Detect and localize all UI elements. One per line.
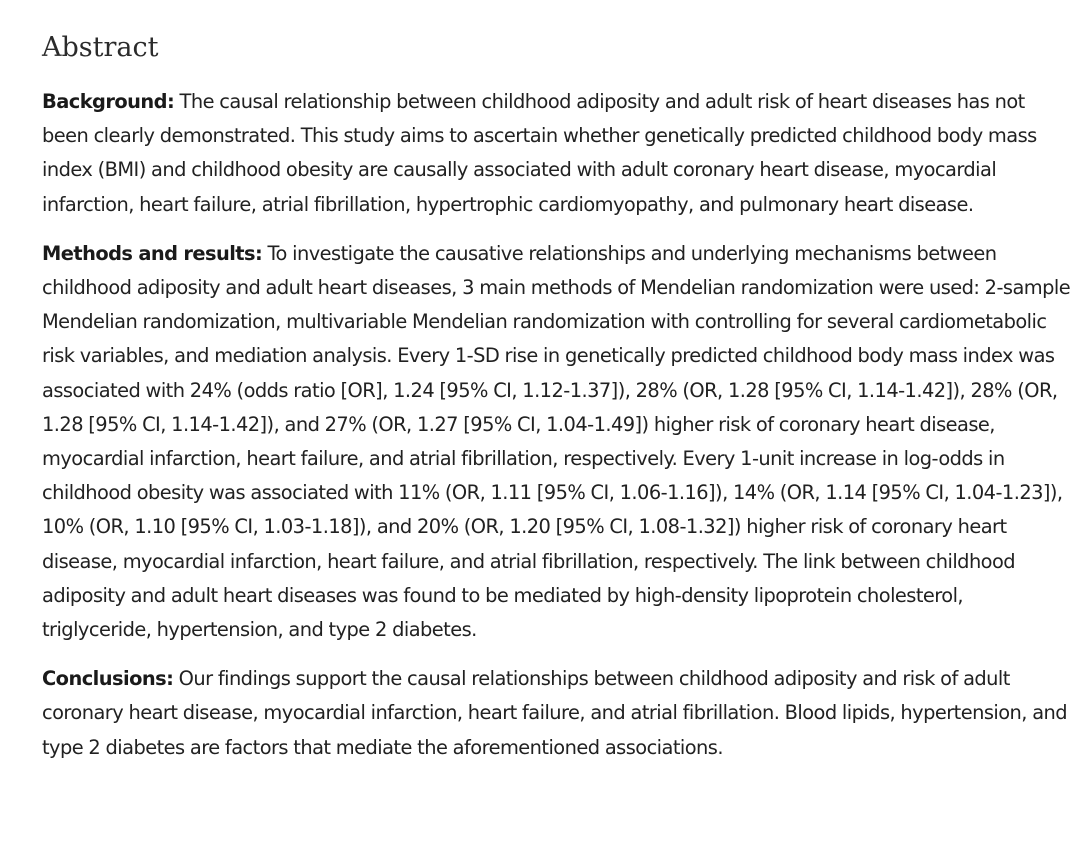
conclusions-section bbox=[42, 662, 1072, 765]
methods-results-label: Methods and results: bbox=[42, 241, 263, 265]
conclusions-label: Conclusions: bbox=[42, 667, 174, 691]
conclusions-text: Our findings support the causal relationships between childhood adiposity and risk of adult coronary heart disease, myocardial infarction, heart failure, and atrial fibrillation. Blood lipids, hypertension, and type 2 diabetes are factors that mediate the aforementioned associations. bbox=[42, 667, 1068, 759]
background-label: Background: bbox=[42, 90, 175, 113]
methods-results-text: To investigate the causative relationships and underlying mechanisms between childhood adiposity and adult heart diseases, 3 main methods of Mendelian randomization were used: 2-sample Mendelian randomization, multivariable Mendelian randomization with controlling for several cardiometabolic risk variables, and mediation analysis. Every 1-SD rise in genetically predicted childhood body mass index was associated with 24% (odds ratio [OR], 1.24 [95% CI, 1.12-1.37]), 28% (OR, 1.28 [95% CI, 1.14-1.42]), 28% (OR, 1.28 [95% CI, 1.14-1.42]), and 27% (OR, 1.27 [95% CI, 1.04-1.49]) higher risk of coronary heart disease, myocardial infarction, heart failure, and atrial fibrillation, respectively. Every 1-unit increase in log-odds in childhood obesity was associated with 11% (OR, 1.11 [95% CI, 1.06-1.16]), 14% (OR, 1.14 [95% CI, 1.04-1.23]), 10% (OR, 1.10 [95% CI, 1.03-1.18]), and 20% (OR, 1.20 [95% CI, 1.08-1.32]) higher risk of coronary heart disease, myocardial infarction, heart failure, and atrial fibrillation, respectively. The link between childhood adiposity and adult heart diseases was found to be mediated by high-density lipoprotein cholesterol, triglyceride, hypertension, and type 2 diabetes. bbox=[42, 241, 1071, 642]
abstract-container bbox=[42, 30, 1072, 780]
abstract-heading: Abstract bbox=[42, 32, 159, 63]
background-text: The causal relationship between childhood adiposity and adult risk of heart diseases has not been clearly demonstrated. This study aims to ascertain whether genetically predicted childhood body mass index (BMI) and childhood obesity are causally associated with adult coronary heart disease, myocardial infarction, heart failure, atrial fibrillation, hypertrophic cardiomyopathy, and pulmonary heart disease. bbox=[42, 90, 1037, 216]
methods-results-section bbox=[42, 237, 1072, 647]
background-section bbox=[42, 85, 1072, 222]
